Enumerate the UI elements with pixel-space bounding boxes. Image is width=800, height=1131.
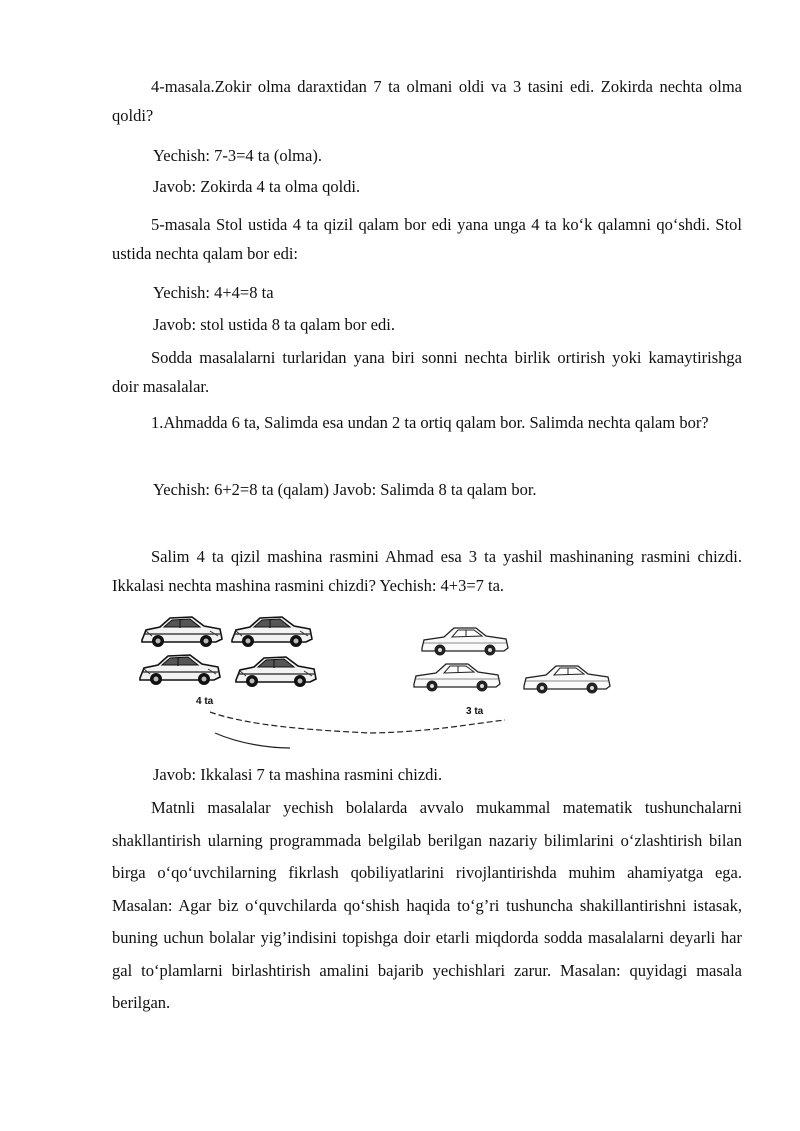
problem-1-solution: Yechish: 6+2=8 ta (qalam) Javob: Salimda 8 ta qalam bor. xyxy=(153,480,537,499)
cars-problem-answer: Javob: Ikkalasi 7 ta mashina rasmini chizdi. xyxy=(153,765,443,784)
grouping-curve-left xyxy=(215,733,290,748)
left-group-label: 4 ta xyxy=(196,696,214,707)
cars-problem-text: Salim 4 ta qizil mashina rasmini Ahmad esa 3 ta yashil mashinaning rasmini chizdi. Ikkalasi nechta mashina rasmini chizdi? Yechish: 4+3=7 ta. xyxy=(112,547,742,595)
grouping-curve xyxy=(210,712,505,733)
car-right-2 xyxy=(414,664,500,692)
car-left-4 xyxy=(236,657,316,687)
car-right-3 xyxy=(524,666,610,694)
car-left-3 xyxy=(140,655,220,685)
cars-illustration xyxy=(130,608,630,758)
car-right-1 xyxy=(422,628,508,656)
closing-paragraph: Matnli masalalar yechish bolalarda avvalo mukammal matematik tushunchalarni shakllantirish ularning programmada belgilab berilgan nazariy bilimlarini o‘zlashtirish bilan birga o‘qo‘uvchilarning fikrlash qobiliyatlarini rivojlantirishda muhim ahamiyatga ega. Masalan: Agar biz o‘quvchilarda qo‘shish haqida to‘g’ri tushuncha shakillantirishni istasak, buning uchun bolalar yig’indisini topishga doir etarli miqdorda sodda masalalarni deyarli har gal to‘plamlarni birlashtirish amalini bajarib yechishlari zarur. Masalan: quyidagi masala berilgan. xyxy=(112,798,742,1012)
problem-5-text: 5-masala Stol ustida 4 ta qizil qalam bor edi yana unga 4 ta ko‘k qalamni qo‘shdi. Stol ustida nechta qalam bor edi: xyxy=(112,215,742,263)
problem-4-text: 4-masala.Zokir olma daraxtidan 7 ta olmani oldi va 3 tasini edi. Zokirda nechta olma qoldi? xyxy=(112,77,742,125)
problem-4-answer: Javob: Zokirda 4 ta olma qoldi. xyxy=(153,177,361,196)
right-group-label: 3 ta xyxy=(466,706,484,717)
problem-1-text: 1.Ahmadda 6 ta, Salimda esa undan 2 ta ortiq qalam bor. Salimda nechta qalam bor? xyxy=(151,413,709,432)
car-left-1 xyxy=(142,617,222,647)
problem-5-answer: Javob: stol ustida 8 ta qalam bor edi. xyxy=(153,315,395,334)
car-left-2 xyxy=(232,617,312,647)
intro-paragraph: Sodda masalalarni turlaridan yana biri sonni nechta birlik ortirish yoki kamaytirishga doir masalalar. xyxy=(112,348,742,396)
problem-4-solution: Yechish: 7-3=4 ta (olma). xyxy=(153,146,322,165)
problem-5-solution: Yechish: 4+4=8 ta xyxy=(153,283,274,302)
cars-drawing xyxy=(130,608,630,758)
